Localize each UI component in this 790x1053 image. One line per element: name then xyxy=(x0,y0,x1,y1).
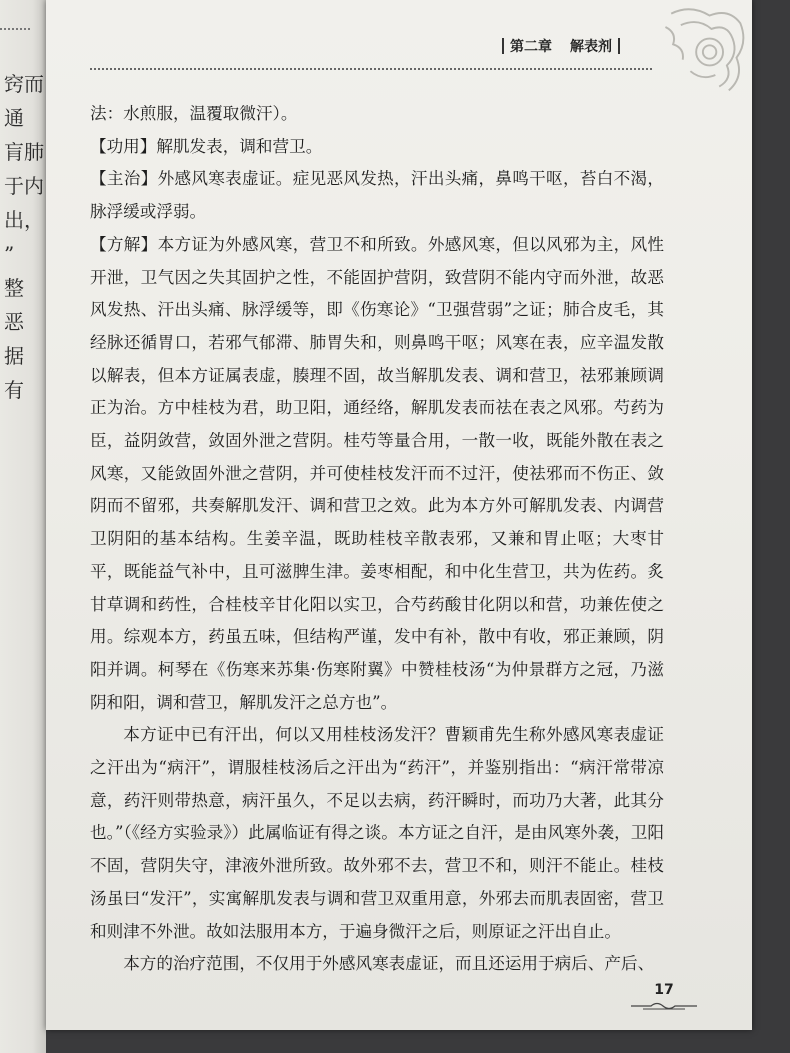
book-page xyxy=(46,0,752,1030)
page-body-text xyxy=(90,98,664,981)
facing-page-edge xyxy=(0,0,46,1053)
header-bar-left xyxy=(502,38,504,54)
facing-page-text-fragments xyxy=(4,72,44,402)
body-paragraph: 本方证中已有汗出，何以又用桂枝汤发汗？曹颖甫先生称外感风寒表虚证之汗出为“病汗”，谓服桂枝汤后之汗出为“药汗”，并鉴别指出：“病汗常带凉意，药汗则带热意，病汗虽久，不足以去病，药汗瞬时，而功乃大著，此其分也。”（《经方实验录》）此属临证有得之谈。本方证之自汗，是由风寒外袭，卫阳不固，营阴失守，津液外泄所致。故外邪不去，营卫不和，则汗不能止。桂枝汤虽曰“发汗”，实寓解肌发表与调和营卫双重用意，外邪去而肌表固密，营卫和则津不外泄。故如法服用本方，于遍身微汗之后，则原证之汗出自止。 xyxy=(90,725,664,941)
footer-wave-ornament-icon xyxy=(629,1000,699,1012)
running-header xyxy=(502,36,620,56)
body-paragraph: 法：水煎服，温覆取微汗）。 xyxy=(90,104,298,123)
facing-page-fragment: 肓肺 xyxy=(4,140,44,164)
body-paragraph: 【功用】解肌发表，调和营卫。 xyxy=(90,136,323,156)
facing-page-fragment: 出， xyxy=(4,208,44,232)
page-footer xyxy=(620,982,708,1012)
header-dotted-rule xyxy=(90,68,652,70)
chapter-title: 解表剂 xyxy=(570,39,612,55)
facing-page-fragment: 于内 xyxy=(4,174,44,198)
chapter-label: 第二章 xyxy=(510,39,552,55)
body-paragraph: 本方的治疗范围，不仅用于外感风寒表虚证，而且还运用于病后、产后、 xyxy=(123,954,655,974)
header-bar-right xyxy=(618,38,620,54)
facing-page-fragment: 整 xyxy=(4,276,24,300)
facing-page-fragment: 据 xyxy=(4,344,24,368)
body-paragraph: 【方解】本方证为外感风寒，营卫不和所致。外感风寒，但以风邪为主，风性开泄，卫气因之失其固护之性，不能固护营阴，致营阴不能内守而外泄，故恶风发热、汗出头痛、脉浮缓等，即《伤寒论》“卫强营弱”之证；肺合皮毛，其经脉还循胃口，若邪气郁滞、肺胃失和，则鼻鸣干呕；风寒在表，应辛温发散以解表，但本方证属表虚，腠理不固，故当解肌发表、调和营卫，祛邪兼顾调正为治。方中桂枝为君，助卫阳，通经络，解肌发表而祛在表之风邪。芍药为臣，益阴敛营，敛固外泄之营阴。桂芍等量合用，一散一收，既能外散在表之风寒，又能敛固外泄之营阴，并可使桂枝发汗而不过汗，使祛邪而不伤正、敛阴而不留邪，共奏解肌发汗、调和营卫之效。此为本方外可解肌发表、内调营卫阴阳的基本结构。生姜辛温，既助桂枝辛散表邪，又兼和胃止呕；大枣甘平，既能益气补中，且可滋脾生津。姜枣相配，和中化生营卫，共为佐药。炙甘草调和药性，合桂枝辛甘化阳以实卫，合芍药酸甘化阴以和营，功兼佐使之用。综观本方，药虽五味，但结构严谨，发中有补，散中有收，邪正兼顾，阴阳并调。柯琴在《伤寒来苏集·伤寒附翼》中赞桂枝汤“为仲景群方之冠，乃滋阴和阳，调和营卫，解肌发汗之总方也”。 xyxy=(90,234,664,712)
facing-page-fragment: ” xyxy=(4,242,15,266)
facing-page-dotted-rule xyxy=(0,28,30,40)
facing-page-fragment: 恶 xyxy=(4,310,24,334)
corner-ornament-icon xyxy=(652,4,748,100)
body-paragraph: 【主治】外感风寒表虚证。症见恶风发热，汗出头痛，鼻鸣干呕，苔白不渴，脉浮缓或浮弱。 xyxy=(90,169,664,222)
facing-page-fragment: 有 xyxy=(4,378,24,402)
facing-page-fragment: 通 xyxy=(4,106,24,130)
facing-page-fragment: 窍而 xyxy=(4,72,44,96)
page-number: 17 xyxy=(654,982,674,998)
